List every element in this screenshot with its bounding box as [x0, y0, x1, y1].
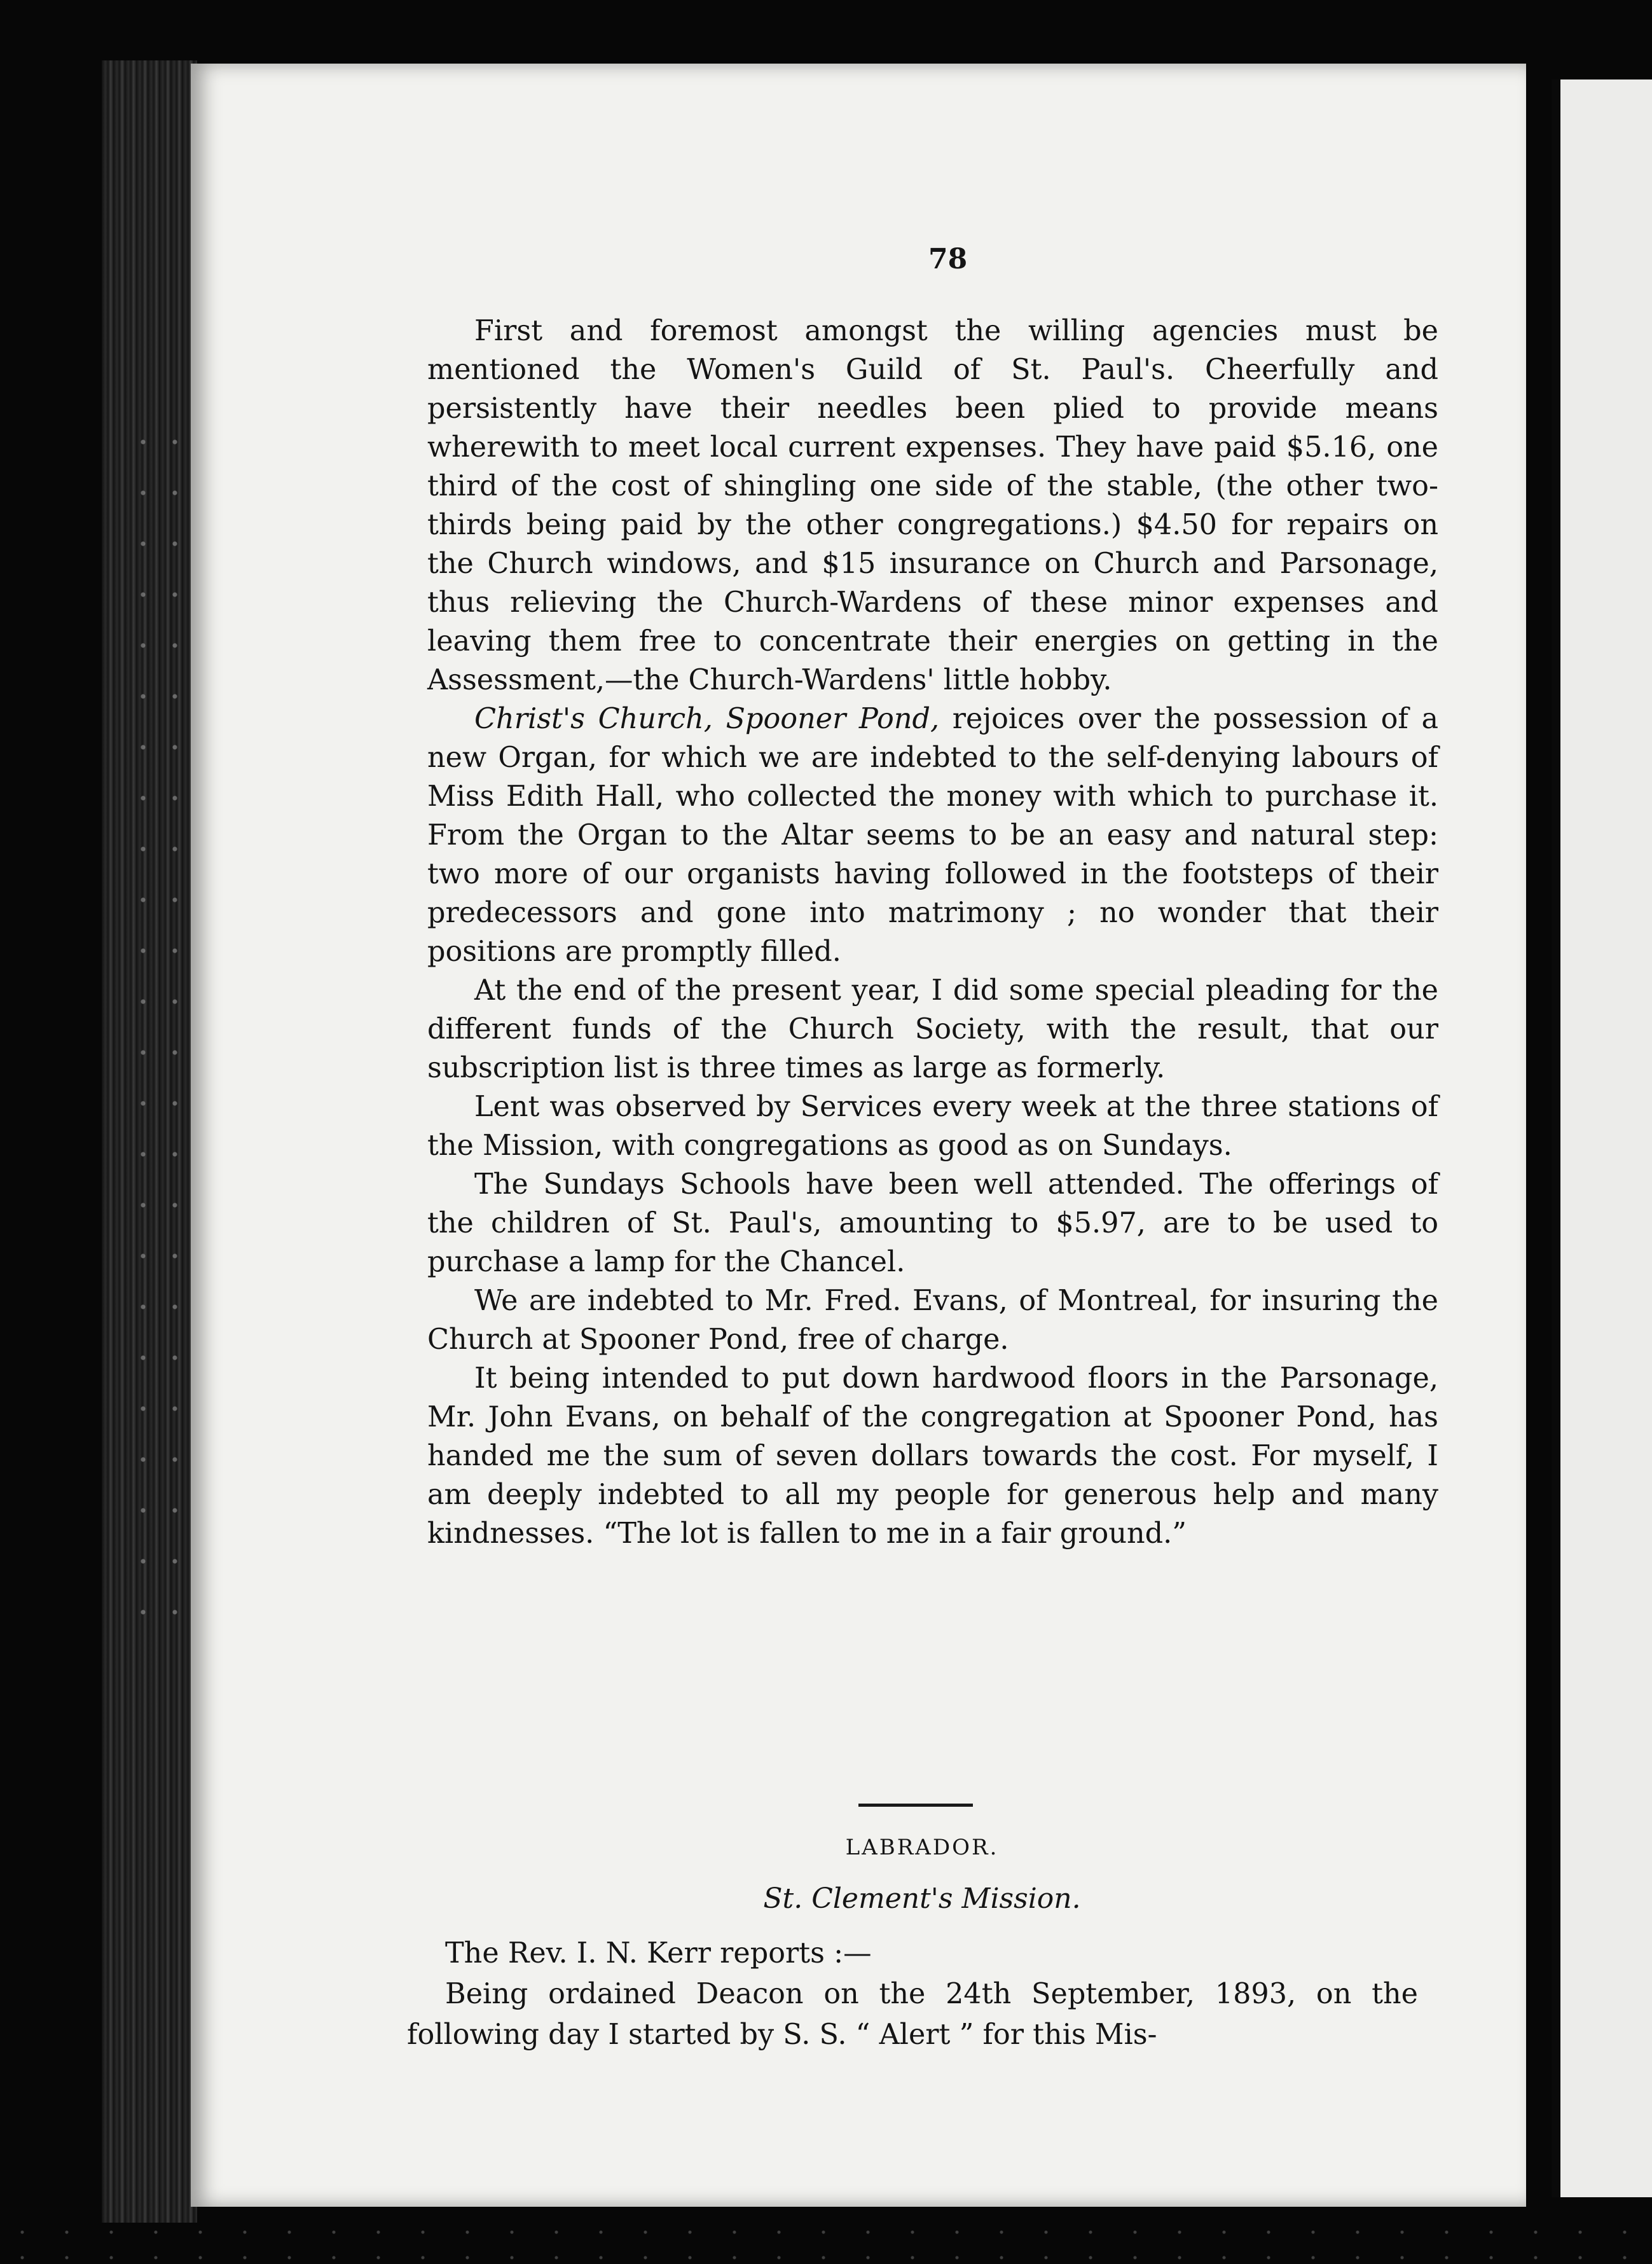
page-number: 78 — [928, 243, 968, 275]
section-subheading: St. Clement's Mission. — [763, 1882, 1081, 1915]
section-heading: LABRADOR. — [845, 1835, 999, 1860]
book-spine — [102, 60, 197, 2223]
paragraph — [427, 700, 1438, 971]
paragraph: We are indebted to Mr. Fred. Evans, of Montreal, for insuring the Church at Spooner Pond, free of charge. — [427, 1285, 1438, 1356]
paragraph-text: rejoices over the possession of a new Organ, for which we are indebted to the self-denying labours of Miss Edith Hall, who collected the money with which to purchase it. From the Organ to the Altar seems to be an easy and natural step: two more of our organists having followed in the footsteps of their predecessors and gone into matrimony ; no wonder that their positions are promptly filled. — [427, 703, 1438, 968]
reporter-line: The Rev. I. N. Kerr reports :— — [445, 1937, 872, 1970]
paragraph: First and foremost amongst the willing agencies must be mentioned the Women's Guild of St. Paul's. Cheerfully and persistently have their needles been plied to provide means wherewith to meet local current expenses. They have paid $5.16, one third of the cost of shingling one side of the stable, (the other two-thirds being paid by the other congregations.) $4.50 for repairs on the Church windows, and $15 insurance on Church and Parsonage, thus relieving the Church-Wardens of these minor expenses and leaving them free to concentrate their energies on getting in the Assessment,—the Church-Wardens' little hobby. — [427, 315, 1438, 696]
paragraph: Lent was observed by Services every week at the three stations of the Mission, with congregations as good as on Sundays. — [427, 1091, 1438, 1162]
body-text — [427, 312, 1438, 1553]
section-divider — [858, 1804, 973, 1807]
scan-border-noise — [0, 2219, 1652, 2264]
paragraph: At the end of the present year, I did some special pleading for the different funds of the Church Society, with the result, that our subscription list is three times as large as formerly. — [427, 974, 1438, 1084]
section-body-text — [407, 1933, 1418, 2055]
paragraph: The Sundays Schools have been well attended. The offerings of the children of St. Paul's, amounting to $5.97, are to be used to purchase a lamp for the Chancel. — [427, 1168, 1438, 1278]
paragraph: It being intended to put down hardwood floors in the Parsonage, Mr. John Evans, on behalf of the congregation at Spooner Pond, has handed me the sum of seven dollars towards the cost. For myself, I am deeply indebted to all my people for generous help and many kindnesses. “The lot is fallen to me in a fair ground.” — [427, 1362, 1438, 1550]
italic-lead: Christ's Church, Spooner Pond, — [474, 703, 940, 735]
next-page-edge — [1552, 79, 1652, 2197]
paragraph: Being ordained Deacon on the 24th September, 1893, on the following day I started by S. S. “ Alert ” for this Mis- — [407, 1978, 1418, 2051]
spine-texture — [127, 417, 191, 1625]
